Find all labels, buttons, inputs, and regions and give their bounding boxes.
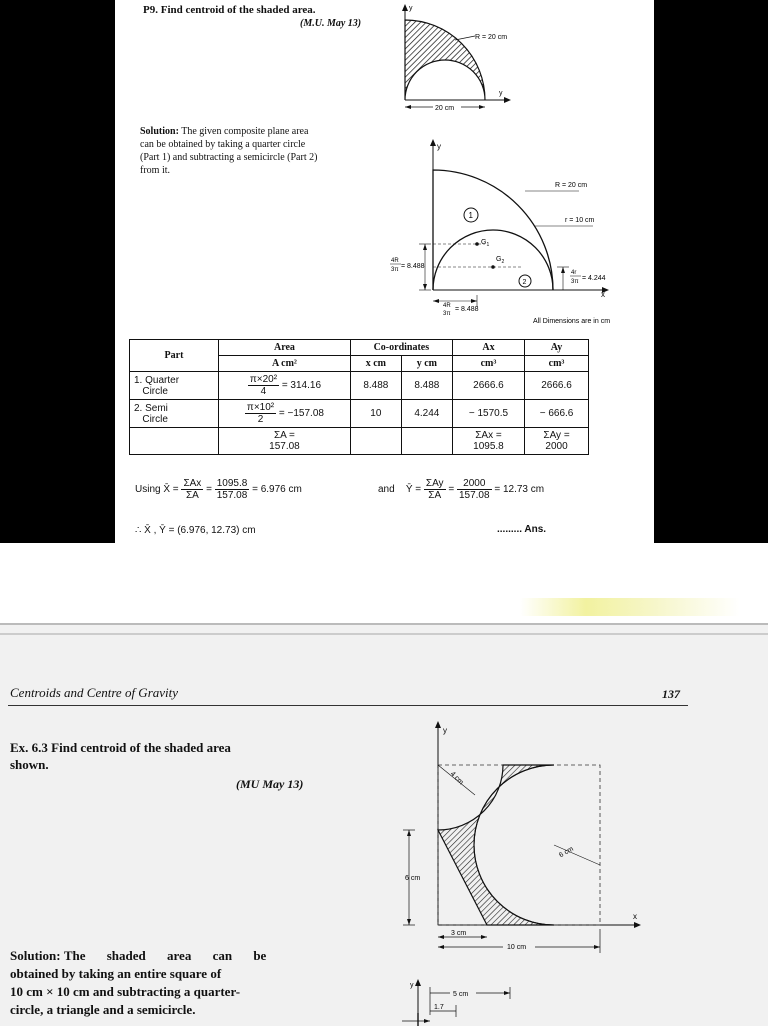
fig1-dimension: 20 cm <box>435 105 455 112</box>
bottom-3pi-label: 3π <box>443 311 451 317</box>
bottom-page <box>0 623 768 1026</box>
big-fig-h6: 6 cm <box>405 875 421 882</box>
table-row <box>130 400 589 428</box>
small-fig-dim5: 5 cm <box>453 991 469 998</box>
left-3pi-label: 3π <box>391 267 399 273</box>
subheader-y: y cm <box>401 356 452 372</box>
figure-small-partial <box>390 975 530 1026</box>
fig1-axis-y: y <box>409 5 413 12</box>
right-4244-label: = 4.244 <box>582 275 606 282</box>
figure-composite-area <box>365 135 635 330</box>
header-coordinates: Co-ordinates <box>350 340 452 356</box>
solution-label: Solution: <box>140 126 179 137</box>
header-rule <box>8 705 688 706</box>
left-8488-label: = 8.488 <box>401 263 425 270</box>
row1-ax: 2666.6 <box>452 372 524 400</box>
problem-label: P9. <box>143 4 158 16</box>
row1-ay: 2666.6 <box>525 372 589 400</box>
bottom-8488-label: = 8.488 <box>455 306 479 313</box>
ex-solution-line-1: The shaded area can be <box>63 948 267 963</box>
row2-x: 10 <box>350 400 401 428</box>
row2-part: 2. Semi Circle <box>130 400 219 428</box>
solution-paragraph <box>140 125 390 177</box>
ybar-equation: and Ȳ = $\frac{\text{ΣAy}}{\Sigma A}$ = $\frac{2000}{157.08}$ = 12.73 cm <box>378 478 545 501</box>
header-ax: Ax <box>452 340 524 356</box>
big-fig-r4: 4 cm <box>448 770 465 787</box>
row1-y: 8.488 <box>401 372 452 400</box>
ex-solution-line-4: circle, a triangle and a semicircle. <box>10 1002 196 1017</box>
solution-line-1: The given composite plane area <box>181 126 309 137</box>
xbar-equation: Using X̄ = $\frac{\text{ΣAx}}{\Sigma A}$ = $\frac{1095.8}{157.08}$ = 6.976 cm <box>135 478 302 501</box>
ex-problem <box>10 739 350 773</box>
ex-text-2: shown. <box>10 757 49 772</box>
big-fig-dim3: 3 cm <box>451 930 467 937</box>
ex-solution-line-3: 10 cm × 10 cm and subtracting a quarter- <box>10 984 241 999</box>
big-fig-axis-y: y <box>443 726 447 735</box>
figure-quarter-circle-problem <box>395 2 535 120</box>
sum-ax: ΣAx = 1095.8 <box>452 428 524 455</box>
right-3pi-label: 3π <box>571 279 579 285</box>
part-2-marker: 2 <box>522 279 527 286</box>
ex-label: Ex. 6.3 <box>10 740 48 755</box>
right-4r-label: 4r <box>571 270 577 276</box>
fig2-R-label: R = 20 cm <box>555 182 588 189</box>
sum-area: ΣA = 157.08 <box>219 428 351 455</box>
big-fig-axis-x: x <box>633 912 637 921</box>
left-4R-label: 4R <box>391 258 399 264</box>
solution-line-3: (Part 1) and subtracting a semicircle (Part 2) <box>140 152 318 163</box>
row1-area: $\frac{\text{π×20²}}{4}$ = 314.16 <box>219 372 351 400</box>
problem-heading <box>143 4 316 16</box>
g2-label: $G_2$ <box>496 256 505 265</box>
big-fig-dim10: 10 cm <box>507 944 527 951</box>
row1-x: 8.488 <box>350 372 401 400</box>
left-black-border <box>0 0 115 543</box>
subheader-x: x cm <box>350 356 401 372</box>
fig2-axis-x: x <box>601 290 605 299</box>
ex-solution <box>10 947 340 1019</box>
row2-area: $\frac{\text{π×10²}}{2}$ = −157.08 <box>219 400 351 428</box>
calculation-table <box>129 339 589 455</box>
fig2-axis-y: y <box>437 142 441 151</box>
fig1-axis-x: y <box>499 90 503 97</box>
top-page <box>115 0 654 543</box>
table-row <box>130 372 589 400</box>
page-number: 137 <box>662 687 680 701</box>
big-fig-d6: 6 cm <box>558 845 575 860</box>
row2-ax: − 1570.5 <box>452 400 524 428</box>
ex-text: Find centroid of the shaded area <box>51 740 231 755</box>
ex-exam-ref: (MU May 13) <box>236 777 304 791</box>
header-area: Area <box>219 340 351 356</box>
running-header: Centroids and Centre of Gravity <box>10 685 179 700</box>
row2-y: 4.244 <box>401 400 452 428</box>
answer-line: ∴ X̄ , Ȳ = (6.976, 12.73) cm <box>135 525 256 536</box>
page-top-rule <box>0 633 768 635</box>
ans-marker: ......... Ans. <box>497 524 547 535</box>
ex-solution-line-2: obtained by taking an entire square of <box>10 966 222 981</box>
part-1-marker: 1 <box>468 211 473 220</box>
ex-solution-label: Solution: <box>10 948 61 963</box>
solution-line-2: can be obtained by taking a quarter circle <box>140 139 306 150</box>
problem-text: Find centroid of the shaded area. <box>160 4 316 16</box>
solution-line-4: from it. <box>140 165 170 176</box>
g1-label: $G_1$ <box>481 239 490 248</box>
subheader-area: A cm² <box>219 356 351 372</box>
dimensions-note: All Dimensions are in cm <box>533 318 611 325</box>
right-black-border <box>654 0 768 543</box>
faint-scanner-text <box>520 598 740 616</box>
figure-square-composite <box>395 715 650 965</box>
subheader-ay: cm³ <box>525 356 589 372</box>
sum-ay: ΣAy = 2000 <box>525 428 589 455</box>
fig2-r-label: r = 10 cm <box>565 217 595 224</box>
header-ay: Ay <box>525 340 589 356</box>
fig1-radius-label: R = 20 cm <box>475 34 508 41</box>
row1-part: 1. Quarter Circle <box>130 372 219 400</box>
exam-ref: (M.U. May 13) <box>300 18 362 29</box>
small-fig-axis-y: y <box>410 982 414 989</box>
small-fig-dim17: 1.7 <box>434 1004 444 1011</box>
row2-ay: − 666.6 <box>525 400 589 428</box>
header-part: Part <box>130 340 219 372</box>
bottom-4R-label: 4R <box>443 303 451 309</box>
table-sum-row <box>130 428 589 455</box>
subheader-ax: cm³ <box>452 356 524 372</box>
